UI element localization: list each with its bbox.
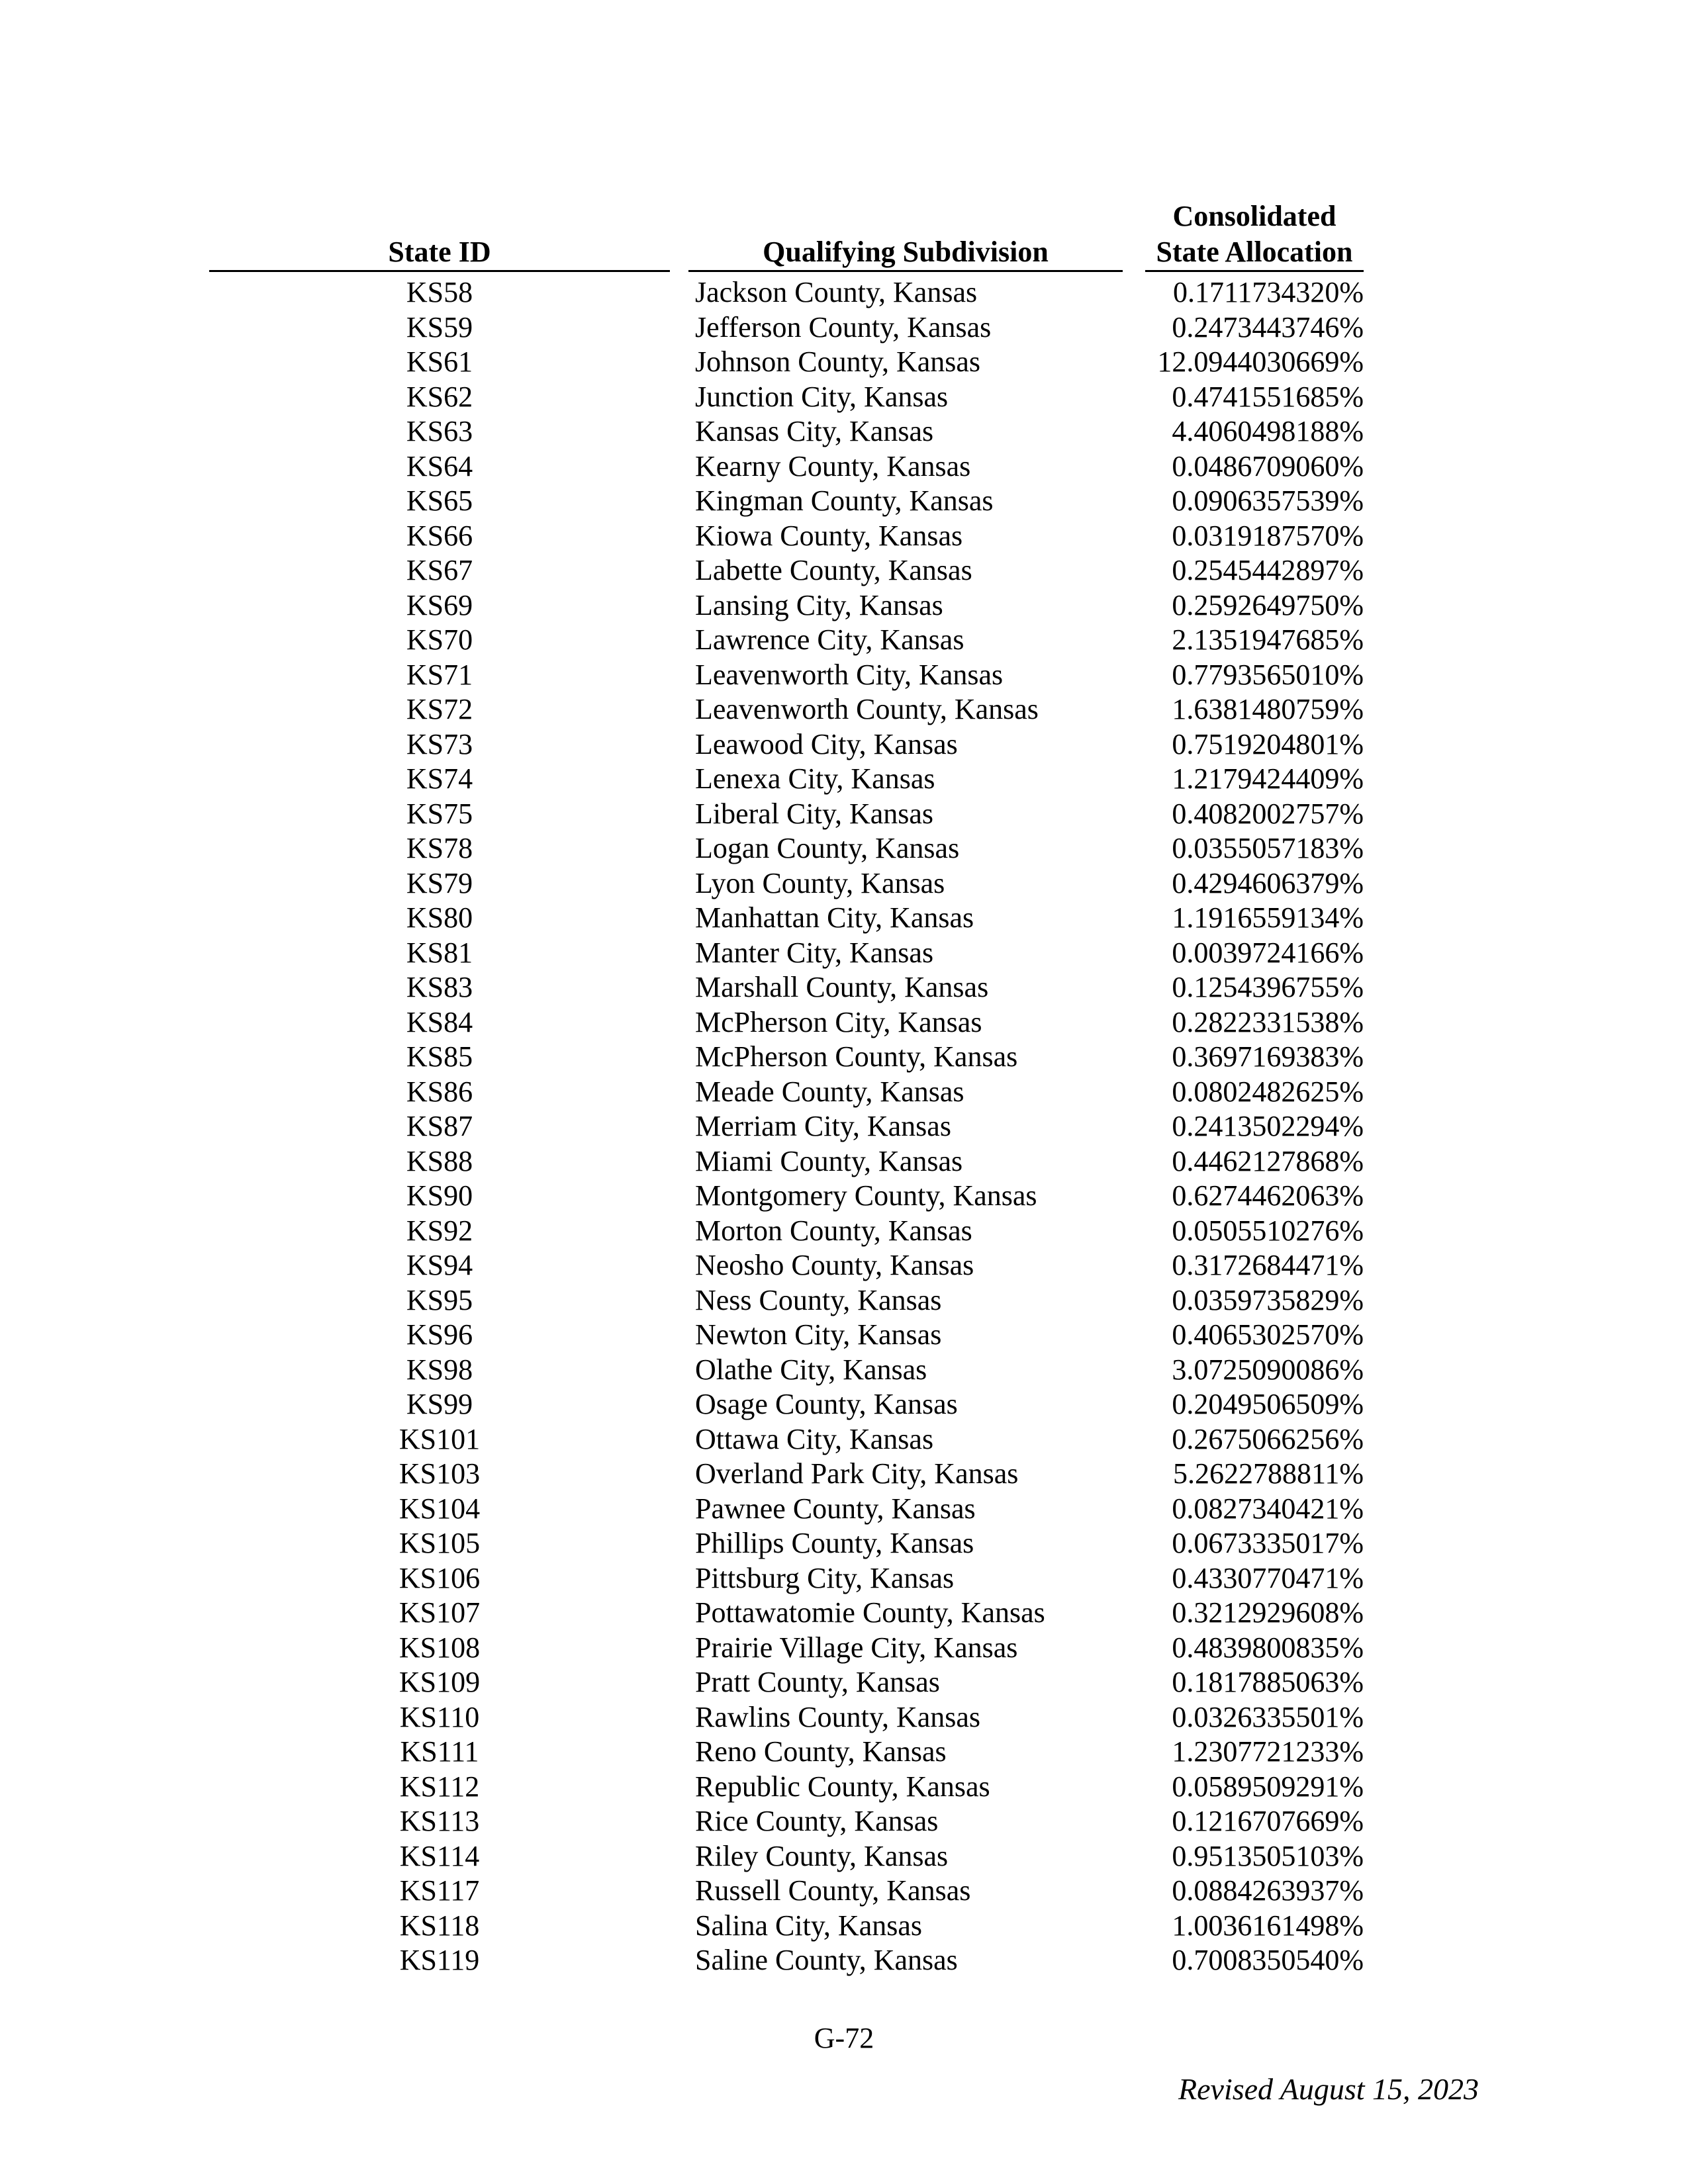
subdivision-cell: Leavenworth County, Kansas xyxy=(695,693,1039,725)
state-id-cell: KS96 xyxy=(406,1318,473,1351)
subdivision-cell: Kansas City, Kansas xyxy=(695,415,934,447)
table-row xyxy=(0,1492,1688,1527)
subdivision-cell: Rice County, Kansas xyxy=(695,1805,939,1837)
allocation-cell: 0.0505510276% xyxy=(1172,1214,1364,1247)
allocation-cell: 0.0359735829% xyxy=(1172,1283,1364,1316)
table-row xyxy=(0,1735,1688,1770)
allocation-cell: 0.7519204801% xyxy=(1172,727,1364,760)
table-row xyxy=(0,1631,1688,1666)
subdivision-cell: Lenexa City, Kansas xyxy=(695,762,935,795)
allocation-cell: 1.2307721233% xyxy=(1172,1735,1364,1768)
table-row xyxy=(0,1874,1688,1909)
allocation-cell: 0.7008350540% xyxy=(1172,1944,1364,1976)
state-id-cell: KS114 xyxy=(399,1839,480,1872)
table-row xyxy=(0,1318,1688,1353)
subdivision-cell: Republic County, Kansas xyxy=(695,1770,990,1803)
table-row xyxy=(0,380,1688,415)
table-row xyxy=(0,1353,1688,1388)
allocation-cell: 0.3697169383% xyxy=(1172,1040,1364,1073)
revised-date: Revised August 15, 2023 xyxy=(1178,2072,1479,2106)
table-row xyxy=(0,345,1688,380)
state-id-cell: KS66 xyxy=(406,519,473,552)
subdivision-cell: Reno County, Kansas xyxy=(695,1735,947,1768)
table-row xyxy=(0,866,1688,901)
subdivision-cell: Riley County, Kansas xyxy=(695,1839,949,1872)
subdivision-cell: Merriam City, Kansas xyxy=(695,1110,951,1142)
subdivision-cell: Overland Park City, Kansas xyxy=(695,1457,1019,1490)
table-row xyxy=(0,449,1688,484)
subdivision-cell: Morton County, Kansas xyxy=(695,1214,972,1247)
subdivision-cell: Marshall County, Kansas xyxy=(695,971,989,1003)
header-rule-state-id xyxy=(209,270,670,272)
page-number: G-72 xyxy=(814,2022,874,2054)
state-id-cell: KS117 xyxy=(399,1874,480,1907)
subdivision-cell: Prairie Village City, Kansas xyxy=(695,1631,1018,1664)
table-row xyxy=(0,1040,1688,1075)
subdivision-cell: Jackson County, Kansas xyxy=(695,276,978,308)
subdivision-cell: Ottawa City, Kansas xyxy=(695,1422,934,1455)
subdivision-cell: Salina City, Kansas xyxy=(695,1909,922,1942)
subdivision-cell: Kingman County, Kansas xyxy=(695,484,994,517)
state-id-cell: KS64 xyxy=(406,449,473,482)
subdivision-cell: Meade County, Kansas xyxy=(695,1075,964,1108)
state-id-cell: KS72 xyxy=(406,693,473,725)
state-id-cell: KS106 xyxy=(399,1561,481,1594)
state-id-cell: KS85 xyxy=(406,1040,473,1073)
subdivision-cell: Miami County, Kansas xyxy=(695,1144,963,1177)
state-id-cell: KS70 xyxy=(406,623,473,656)
subdivision-cell: Liberal City, Kansas xyxy=(695,797,934,830)
state-id-cell: KS59 xyxy=(406,310,473,343)
table-row xyxy=(0,1665,1688,1700)
state-id-cell: KS111 xyxy=(400,1735,479,1768)
state-id-cell: KS87 xyxy=(406,1110,473,1142)
table-row xyxy=(0,727,1688,762)
subdivision-cell: Montgomery County, Kansas xyxy=(695,1179,1037,1212)
table-row xyxy=(0,275,1688,310)
table-row xyxy=(0,1596,1688,1631)
subdivision-cell: Phillips County, Kansas xyxy=(695,1527,974,1559)
allocation-cell: 1.1916559134% xyxy=(1172,901,1364,934)
table-row xyxy=(0,901,1688,936)
table-row xyxy=(0,1561,1688,1596)
allocation-cell: 0.1817885063% xyxy=(1172,1666,1364,1698)
state-id-cell: KS92 xyxy=(406,1214,473,1247)
subdivision-cell: Saline County, Kansas xyxy=(695,1944,958,1976)
allocation-cell: 0.3172684471% xyxy=(1172,1249,1364,1281)
allocation-cell: 3.0725090086% xyxy=(1172,1353,1364,1386)
header-consolidated-state-allocation xyxy=(1145,199,1364,270)
table-row xyxy=(0,484,1688,519)
table-row xyxy=(0,1283,1688,1318)
allocation-cell: 0.0802482625% xyxy=(1172,1075,1364,1108)
allocation-cell: 0.0673335017% xyxy=(1172,1527,1364,1559)
allocation-cell: 0.9513505103% xyxy=(1172,1839,1364,1872)
subdivision-cell: Pratt County, Kansas xyxy=(695,1666,940,1698)
allocation-cell: 0.3212929608% xyxy=(1172,1596,1364,1629)
allocation-cell: 1.0036161498% xyxy=(1172,1909,1364,1942)
allocation-cell: 0.2049506509% xyxy=(1172,1388,1364,1420)
allocation-cell: 0.1216707669% xyxy=(1172,1805,1364,1837)
allocation-cell: 0.2822331538% xyxy=(1172,1005,1364,1038)
allocation-cell: 0.2675066256% xyxy=(1172,1422,1364,1455)
table-row xyxy=(0,1943,1688,1978)
state-id-cell: KS74 xyxy=(406,762,473,795)
allocation-cell: 0.0486709060% xyxy=(1172,449,1364,482)
state-id-cell: KS110 xyxy=(399,1700,480,1733)
state-id-cell: KS63 xyxy=(406,415,473,447)
state-id-cell: KS109 xyxy=(399,1666,481,1698)
state-id-cell: KS58 xyxy=(406,276,473,308)
subdivision-cell: Logan County, Kansas xyxy=(695,832,960,864)
table-row xyxy=(0,1457,1688,1492)
header-rule-subdivision xyxy=(688,270,1123,272)
table-row xyxy=(0,310,1688,345)
table-row xyxy=(0,762,1688,797)
state-id-cell: KS81 xyxy=(406,936,473,969)
allocation-cell: 1.6381480759% xyxy=(1172,693,1364,725)
table-row xyxy=(0,797,1688,832)
state-id-cell: KS119 xyxy=(399,1944,480,1976)
subdivision-cell: McPherson County, Kansas xyxy=(695,1040,1018,1073)
allocation-cell: 0.4082002757% xyxy=(1172,797,1364,830)
state-id-cell: KS105 xyxy=(399,1527,481,1559)
allocation-cell: 0.4462127868% xyxy=(1172,1144,1364,1177)
state-id-cell: KS118 xyxy=(399,1909,480,1942)
state-id-cell: KS71 xyxy=(406,658,473,691)
header-allocation-line-1: Consolidated xyxy=(1172,200,1336,232)
subdivision-cell: Johnson County, Kansas xyxy=(695,345,981,378)
allocation-cell: 0.1254396755% xyxy=(1172,971,1364,1003)
table-row xyxy=(0,1214,1688,1249)
table-row xyxy=(0,1804,1688,1839)
subdivision-cell: Pottawatomie County, Kansas xyxy=(695,1596,1045,1629)
table-row xyxy=(0,1909,1688,1944)
subdivision-cell: Labette County, Kansas xyxy=(695,554,972,586)
subdivision-cell: Lyon County, Kansas xyxy=(695,866,945,899)
table-row xyxy=(0,658,1688,693)
allocation-cell: 0.2592649750% xyxy=(1172,588,1364,621)
state-id-cell: KS112 xyxy=(399,1770,480,1803)
subdivision-cell: Neosho County, Kansas xyxy=(695,1249,974,1281)
allocation-cell: 0.0906357539% xyxy=(1172,484,1364,517)
subdivision-cell: Manhattan City, Kansas xyxy=(695,901,974,934)
state-id-cell: KS73 xyxy=(406,727,473,760)
allocation-cell: 0.4839800835% xyxy=(1172,1631,1364,1664)
state-id-cell: KS86 xyxy=(406,1075,473,1108)
header-rule-allocation xyxy=(1145,270,1364,272)
state-id-cell: KS78 xyxy=(406,832,473,864)
subdivision-cell: Russell County, Kansas xyxy=(695,1874,971,1907)
allocation-cell: 1.2179424409% xyxy=(1172,762,1364,795)
subdivision-cell: Osage County, Kansas xyxy=(695,1388,958,1420)
table-row xyxy=(0,623,1688,658)
table-row xyxy=(0,553,1688,588)
allocation-cell: 0.0319187570% xyxy=(1172,519,1364,552)
state-id-cell: KS94 xyxy=(406,1249,473,1281)
subdivision-cell: Olathe City, Kansas xyxy=(695,1353,927,1386)
state-id-cell: KS101 xyxy=(399,1422,481,1455)
table-row xyxy=(0,1005,1688,1040)
table-row xyxy=(0,831,1688,866)
table-row xyxy=(0,1770,1688,1805)
allocation-cell: 12.0944030669% xyxy=(1157,345,1364,378)
state-id-cell: KS75 xyxy=(406,797,473,830)
allocation-cell: 0.4741551685% xyxy=(1172,380,1364,413)
subdivision-cell: Kearny County, Kansas xyxy=(695,449,971,482)
state-id-cell: KS88 xyxy=(406,1144,473,1177)
state-id-cell: KS98 xyxy=(406,1353,473,1386)
subdivision-cell: Manter City, Kansas xyxy=(695,936,934,969)
table-row xyxy=(0,1839,1688,1874)
state-id-cell: KS67 xyxy=(406,554,473,586)
allocation-cell: 0.0326335501% xyxy=(1172,1700,1364,1733)
allocation-cell: 4.4060498188% xyxy=(1172,415,1364,447)
state-id-cell: KS79 xyxy=(406,866,473,899)
state-id-cell: KS95 xyxy=(406,1283,473,1316)
state-id-cell: KS107 xyxy=(399,1596,481,1629)
state-id-cell: KS99 xyxy=(406,1388,473,1420)
allocation-cell: 0.2473443746% xyxy=(1172,310,1364,343)
allocation-cell: 0.0039724166% xyxy=(1172,936,1364,969)
allocation-cell: 2.1351947685% xyxy=(1172,623,1364,656)
table-row xyxy=(0,1700,1688,1735)
header-allocation-line-2: State Allocation xyxy=(1156,236,1353,268)
state-id-cell: KS103 xyxy=(399,1457,481,1490)
state-id-cell: KS69 xyxy=(406,588,473,621)
allocation-cell: 5.2622788811% xyxy=(1172,1457,1364,1490)
state-id-cell: KS80 xyxy=(406,901,473,934)
allocation-cell: 0.6274462063% xyxy=(1172,1179,1364,1212)
subdivision-cell: Newton City, Kansas xyxy=(695,1318,942,1351)
allocation-cell: 0.0884263937% xyxy=(1172,1874,1364,1907)
table-row xyxy=(0,519,1688,554)
subdivision-cell: Pawnee County, Kansas xyxy=(695,1492,976,1525)
allocation-cell: 0.4294606379% xyxy=(1172,866,1364,899)
state-id-cell: KS90 xyxy=(406,1179,473,1212)
state-id-cell: KS84 xyxy=(406,1005,473,1038)
table-row xyxy=(0,1387,1688,1422)
table-row xyxy=(0,1075,1688,1110)
allocation-cell: 0.4330770471% xyxy=(1172,1561,1364,1594)
table-row xyxy=(0,1144,1688,1179)
allocation-cell: 0.0589509291% xyxy=(1172,1770,1364,1803)
subdivision-cell: Kiowa County, Kansas xyxy=(695,519,963,552)
subdivision-cell: Lansing City, Kansas xyxy=(695,588,943,621)
allocation-table-body xyxy=(0,275,1688,1978)
state-id-cell: KS108 xyxy=(399,1631,481,1664)
subdivision-cell: Rawlins County, Kansas xyxy=(695,1700,981,1733)
subdivision-cell: Leavenworth City, Kansas xyxy=(695,658,1004,691)
subdivision-cell: Junction City, Kansas xyxy=(695,380,949,413)
table-row xyxy=(0,692,1688,727)
allocation-cell: 0.7793565010% xyxy=(1172,658,1364,691)
header-state-id: State ID xyxy=(388,236,491,268)
table-row xyxy=(0,1248,1688,1283)
allocation-cell: 0.2545442897% xyxy=(1172,554,1364,586)
subdivision-cell: McPherson City, Kansas xyxy=(695,1005,982,1038)
state-id-cell: KS61 xyxy=(406,345,473,378)
allocation-cell: 0.0827340421% xyxy=(1172,1492,1364,1525)
table-row xyxy=(0,1109,1688,1144)
subdivision-cell: Pittsburg City, Kansas xyxy=(695,1561,955,1594)
table-row xyxy=(0,936,1688,971)
table-row xyxy=(0,1526,1688,1561)
state-id-cell: KS83 xyxy=(406,971,473,1003)
subdivision-cell: Jefferson County, Kansas xyxy=(695,310,992,343)
state-id-cell: KS65 xyxy=(406,484,473,517)
state-id-cell: KS113 xyxy=(399,1805,480,1837)
subdivision-cell: Ness County, Kansas xyxy=(695,1283,942,1316)
subdivision-cell: Leawood City, Kansas xyxy=(695,727,958,760)
header-qualifying-subdivision: Qualifying Subdivision xyxy=(763,236,1049,268)
table-row xyxy=(0,588,1688,623)
state-id-cell: KS62 xyxy=(406,380,473,413)
table-row xyxy=(0,414,1688,449)
table-row xyxy=(0,1422,1688,1457)
allocation-cell: 0.2413502294% xyxy=(1172,1110,1364,1142)
state-id-cell: KS104 xyxy=(399,1492,481,1525)
allocation-cell: 0.0355057183% xyxy=(1172,832,1364,864)
allocation-cell: 0.1711734320% xyxy=(1172,276,1364,308)
allocation-cell: 0.4065302570% xyxy=(1172,1318,1364,1351)
table-row xyxy=(0,1179,1688,1214)
subdivision-cell: Lawrence City, Kansas xyxy=(695,623,964,656)
table-row xyxy=(0,970,1688,1005)
